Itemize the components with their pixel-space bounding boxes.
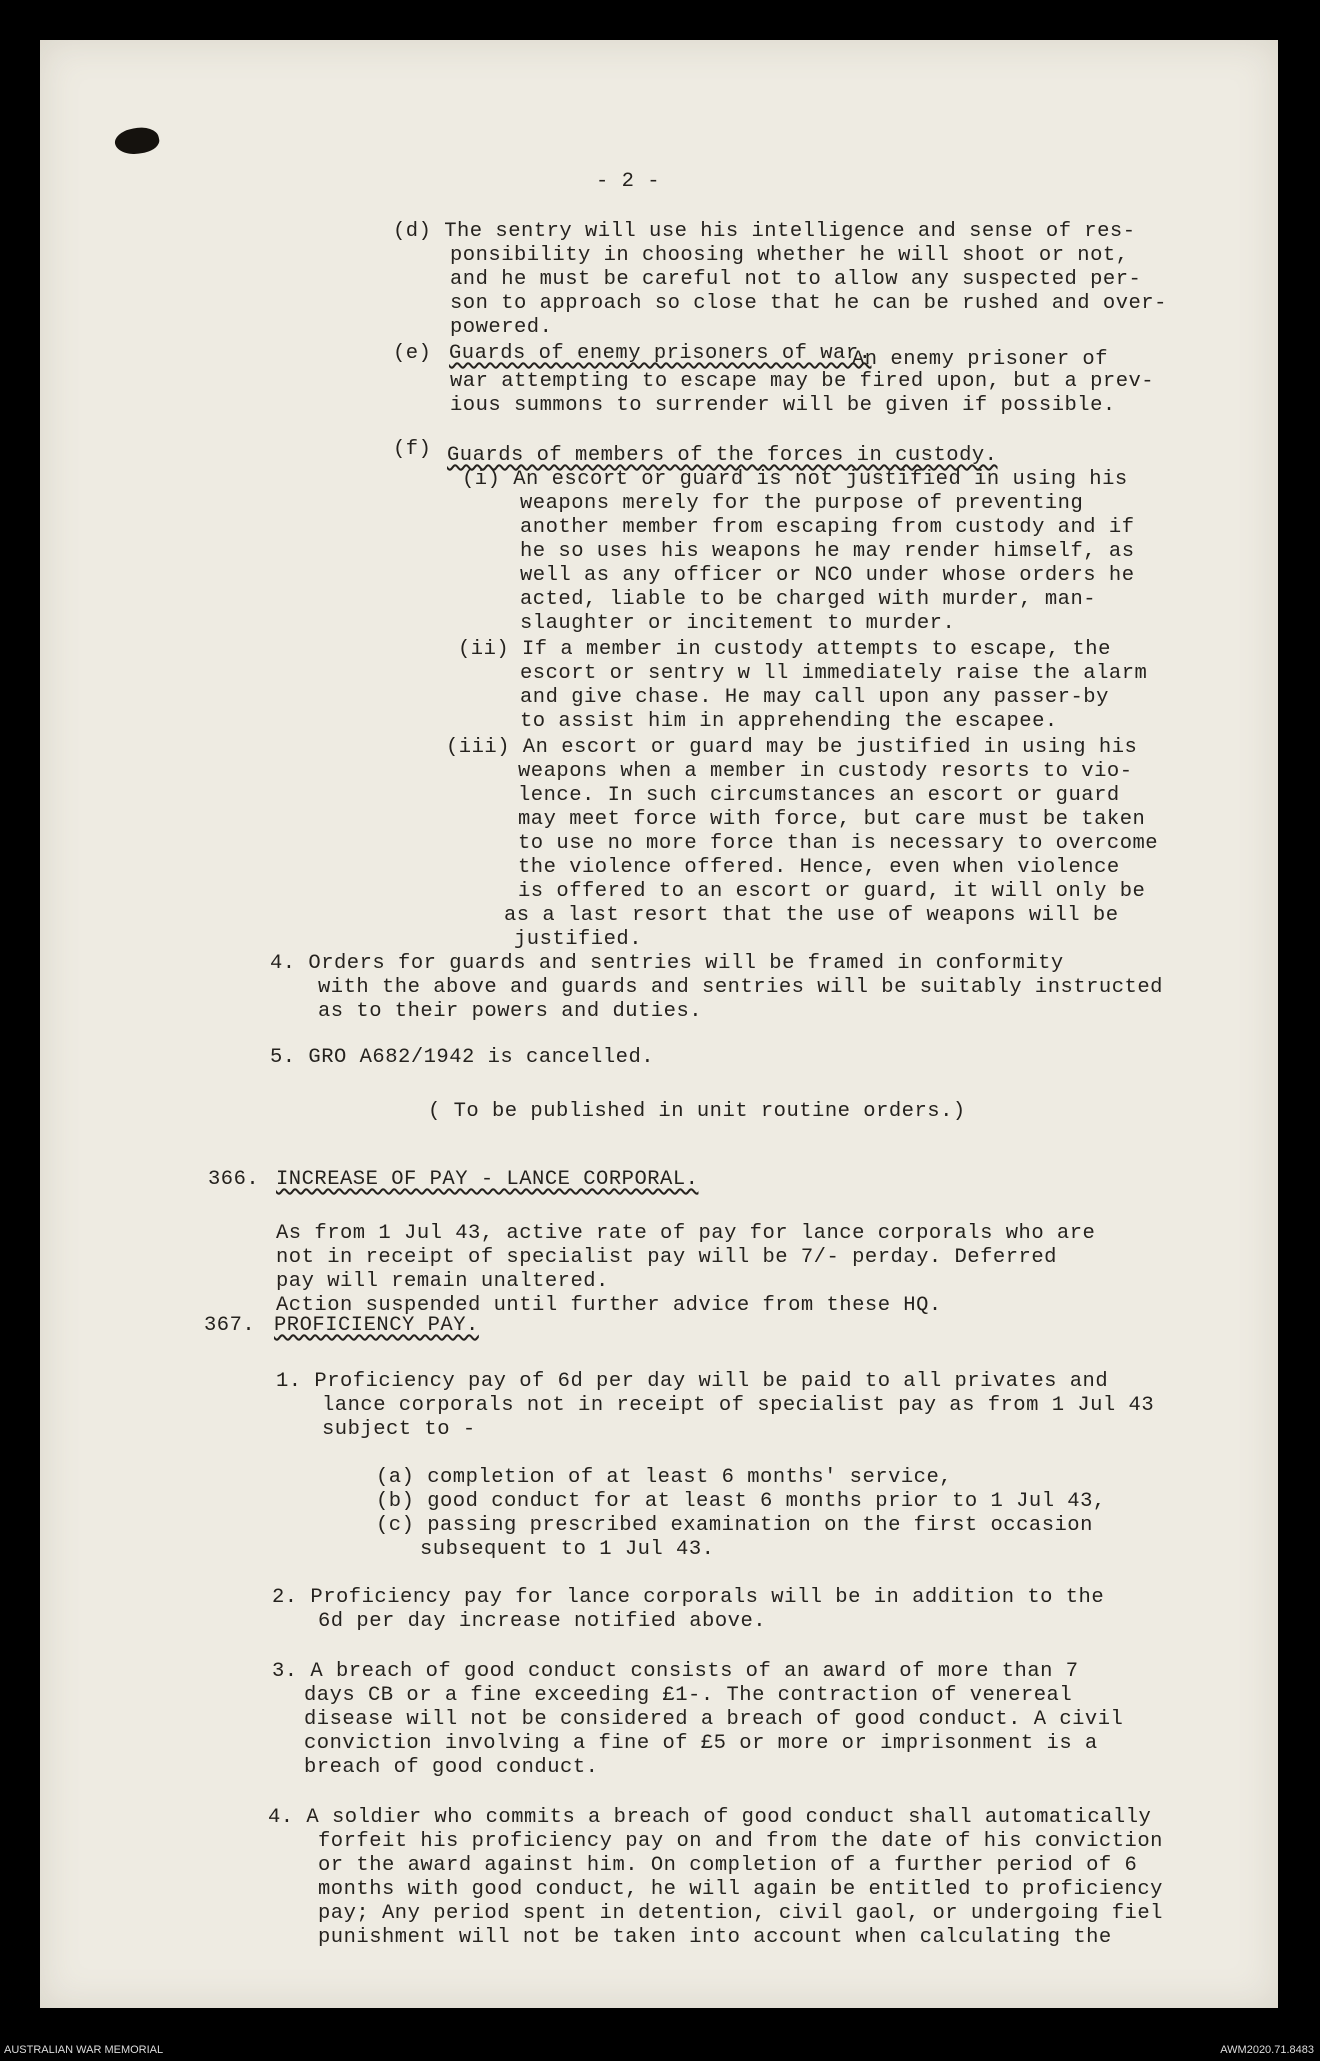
text-line-fiii1: (iii) An escort or guard may be justified in using his (446, 736, 1138, 759)
text-line-q4a: 4. A soldier who commits a breach of good conduct shall automatically (268, 1806, 1152, 1829)
text-line-qb: (b) good conduct for at least 6 months prior to 1 Jul 43, (376, 1490, 1106, 1513)
text-line-f1a: (f) (393, 438, 432, 461)
text-line-fiii2: weapons when a member in custody resorts to vio- (518, 760, 1133, 783)
text-line-a1: As from 1 Jul 43, active rate of pay for lance corporals who are (276, 1222, 1096, 1245)
text-line-e1b: Guards of enemy prisoners of war. (449, 342, 872, 365)
text-line-p4a: 4. Orders for guards and sentries will be framed in conformity (270, 952, 1064, 975)
text-line-p4c: as to their powers and duties. (318, 1000, 703, 1023)
text-line-qc1: (c) passing prescribed examination on the first occasion (376, 1514, 1093, 1537)
text-line-q4e: pay; Any period spent in detention, civil gaol, or undergoing fiel (318, 1902, 1163, 1925)
text-line-d1: (d) The sentry will use his intelligence and sense of res- (393, 220, 1136, 243)
text-line-fii1: (ii) If a member in custody attempts to escape, the (458, 638, 1111, 661)
text-line-fii2: escort or sentry w ll immediately raise the alarm (520, 662, 1148, 685)
text-line-q3d: conviction involving a fine of £5 or more or imprisonment is a (304, 1732, 1098, 1755)
text-line-p5: 5. GRO A682/1942 is cancelled. (270, 1046, 655, 1069)
text-line-d5: powered. (450, 316, 553, 339)
text-line-fiii6: the violence offered. Hence, even when violence (518, 856, 1120, 879)
text-line-fi2: weapons merely for the purpose of preventing (520, 492, 1084, 515)
text-line-h366n: 366. (208, 1168, 260, 1191)
text-line-fiii7: is offered to an escort or guard, it will only be (518, 880, 1146, 903)
text-line-q1c: subject to - (322, 1418, 476, 1441)
footer-left: AUSTRALIAN WAR MEMORIAL (4, 2044, 164, 2056)
text-line-q4b: forfeit his proficiency pay on and from the date of his conviction (318, 1830, 1163, 1853)
text-line-fi6: acted, liable to be charged with murder, man- (520, 588, 1097, 611)
text-line-h366t: INCREASE OF PAY - LANCE CORPORAL. (276, 1168, 699, 1191)
text-line-q4f: punishment will not be taken into account when calculating the (318, 1926, 1112, 1949)
text-line-d4: son to approach so close that he can be rushed and over- (450, 292, 1167, 315)
text-line-q3a: 3. A breach of good conduct consists of an award of more than 7 (272, 1660, 1079, 1683)
text-line-q1a: 1. Proficiency pay of 6d per day will be paid to all privates and (276, 1370, 1109, 1393)
ink-stain (113, 124, 161, 159)
footer-right: AWM2020.71.8483 (1220, 2044, 1314, 2056)
text-line-fi5: well as any officer or NCO under whose orders he (520, 564, 1135, 587)
text-line-a3: pay will remain unaltered. (276, 1270, 609, 1293)
text-line-fiii9: justified. (514, 928, 643, 951)
text-line-fi4: he so uses his weapons he may render himself, as (520, 540, 1135, 563)
text-line-q2a: 2. Proficiency pay for lance corporals will be in addition to the (272, 1586, 1105, 1609)
text-line-fiii3: lence. In such circumstances an escort or guard (518, 784, 1120, 807)
text-line-fi3: another member from escaping from custody and if (520, 516, 1135, 539)
text-line-fii3: and give chase. He may call upon any passer-by (520, 686, 1109, 709)
text-line-pub: ( To be published in unit routine orders.) (428, 1100, 966, 1123)
text-line-fi1: (i) An escort or guard is not justified in using his (462, 468, 1128, 491)
text-line-e1c: An enemy prisoner of (852, 348, 1109, 371)
text-line-q1b: lance corporals not in receipt of specialist pay as from 1 Jul 43 (322, 1394, 1155, 1417)
text-line-q4c: or the award against him. On completion of a further period of 6 (318, 1854, 1138, 1877)
page-number: - 2 - (596, 170, 661, 193)
text-line-q3c: disease will not be considered a breach of good conduct. A civil (304, 1708, 1124, 1731)
text-line-fiii5: to use no more force than is necessary to overcome (518, 832, 1159, 855)
text-line-qc2: subsequent to 1 Jul 43. (420, 1538, 715, 1561)
text-line-e2: war attempting to escape may be fired upon, but a prev- (450, 370, 1155, 393)
text-line-qa: (a) completion of at least 6 months' service, (376, 1466, 953, 1489)
text-line-fiii8: as a last resort that the use of weapons will be (504, 904, 1119, 927)
text-line-q4d: months with good conduct, he will again be entitled to proficiency (318, 1878, 1163, 1901)
text-line-e1a: (e) (393, 342, 432, 365)
text-line-h367t: PROFICIENCY PAY. (274, 1314, 479, 1337)
text-line-q3e: breach of good conduct. (304, 1756, 599, 1779)
text-line-a2: not in receipt of specialist pay will be 7/- perday. Deferred (276, 1246, 1057, 1269)
text-line-e3: ious summons to surrender will be given if possible. (450, 394, 1116, 417)
text-line-q2b: 6d per day increase notified above. (318, 1610, 767, 1633)
text-line-fiii4: may meet force with force, but care must be taken (518, 808, 1146, 831)
text-line-q3b: days CB or a fine exceeding £1-. The contraction of venereal (304, 1684, 1073, 1707)
text-line-d2: ponsibility in choosing whether he will shoot or not, (450, 244, 1129, 267)
text-line-fi7: slaughter or incitement to murder. (520, 612, 956, 635)
text-line-fii4: to assist him in apprehending the escapee. (520, 710, 1058, 733)
text-line-f1b: Guards of members of the forces in custody. (447, 444, 998, 467)
text-line-h367n: 367. (204, 1314, 256, 1337)
text-line-p4b: with the above and guards and sentries will be suitably instructed (318, 976, 1163, 999)
text-line-a4: Action suspended until further advice from these HQ. (276, 1294, 942, 1317)
text-line-d3: and he must be careful not to allow any suspected per- (450, 268, 1142, 291)
